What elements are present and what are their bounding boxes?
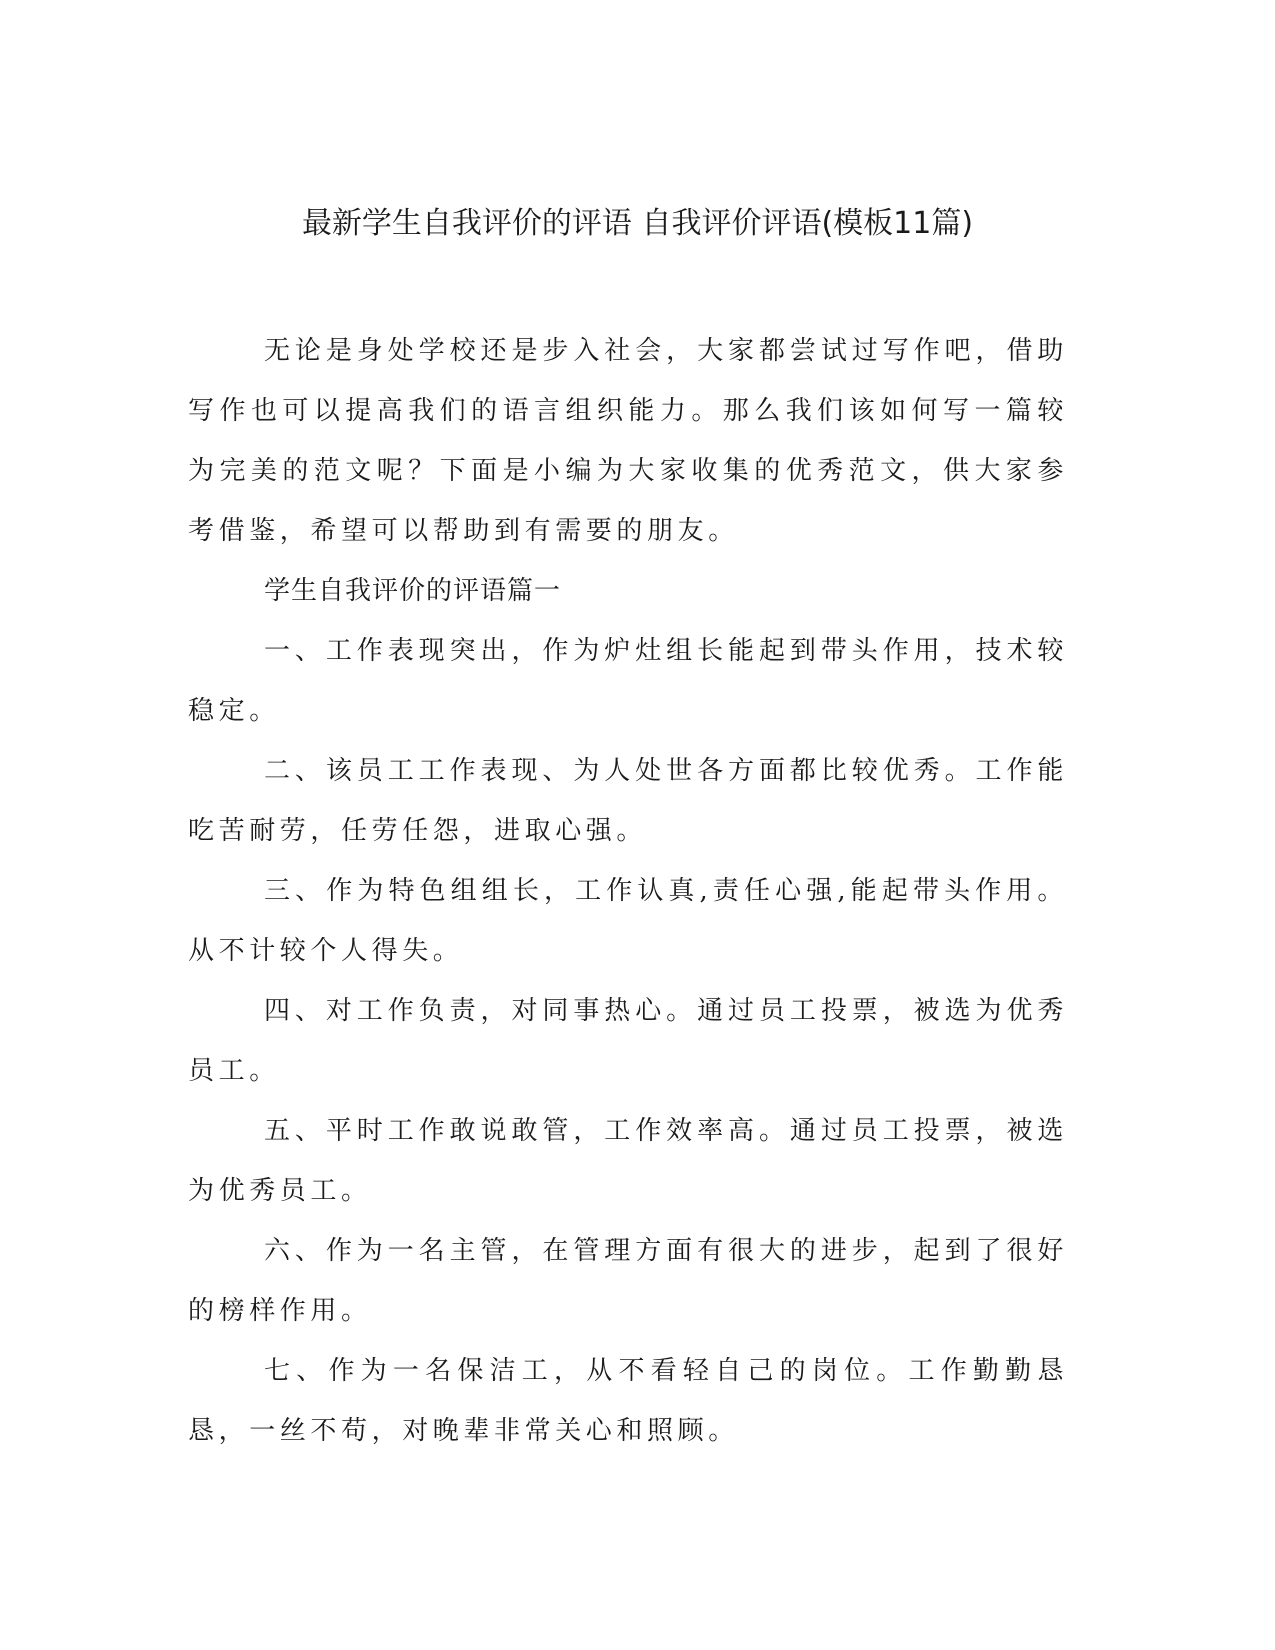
evaluation-item-7: 七、作为一名保洁工，从不看轻自己的岗位。工作勤勤恳恳，一丝不苟，对晚辈非常关心和照顾。 — [188, 1356, 1068, 1446]
evaluation-item-2: 二、该员工工作表现、为人处世各方面都比较优秀。工作能吃苦耐劳，任劳任怨，进取心强。 — [188, 756, 1068, 846]
evaluation-item-5: 五、平时工作敢说敢管，工作效率高。通过员工投票，被选为优秀员工。 — [188, 1116, 1068, 1206]
document-body — [188, 321, 1068, 1461]
evaluation-item-6: 六、作为一名主管，在管理方面有很大的进步，起到了很好的榜样作用。 — [188, 1236, 1068, 1326]
section-heading: 学生自我评价的评语篇一 — [264, 576, 562, 606]
document-title: 最新学生自我评价的评语 自我评价评语(模板11篇) — [301, 206, 974, 241]
intro-paragraph: 无论是身处学校还是步入社会，大家都尝试过写作吧，借助写作也可以提高我们的语言组织能力。那么我们该如何写一篇较为完美的范文呢？下面是小编为大家收集的优秀范文，供大家参考借鉴，希望可以帮助到有需要的朋友。 — [188, 336, 1068, 546]
evaluation-item-4: 四、对工作负责，对同事热心。通过员工投票，被选为优秀员工。 — [188, 996, 1068, 1086]
evaluation-item-3: 三、作为特色组组长，工作认真,责任心强,能起带头作用。从不计较个人得失。 — [188, 876, 1068, 966]
evaluation-item-1: 一、工作表现突出，作为炉灶组长能起到带头作用，技术较稳定。 — [188, 636, 1068, 726]
